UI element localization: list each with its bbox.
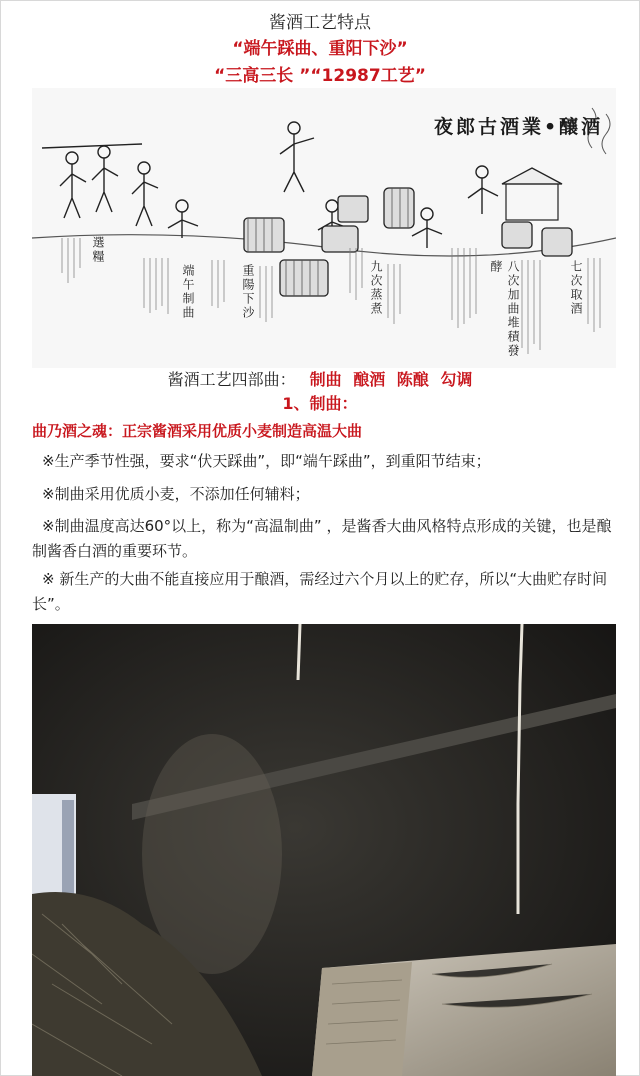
slogan-line-2: “三高三长 ”“12987工艺” [214, 66, 426, 86]
photo-drawing [32, 624, 616, 1076]
section-subheading: 曲乃酒之魂：正宗酱酒采用优质小麦制造高温大曲 [32, 422, 363, 440]
paragraph-storage: ※ 新生产的大曲不能直接应用于酿酒，需经过六个月以上的贮存，所以“大曲贮存时间长”。 [32, 570, 608, 613]
qu-storage-photo [32, 624, 616, 1076]
slogan-line-1: “端午踩曲、重阳下沙” [232, 39, 408, 59]
section-heading: 1、制曲： [282, 394, 358, 413]
mural-label-steam: 九次蒸煮 [369, 260, 383, 316]
paragraph-wheat: ※制曲采用优质小麦，不添加任何辅料； [42, 485, 310, 503]
mural-label-ferment: 八次加曲堆積發酵 [489, 260, 520, 358]
mural-label-take-liquor: 七次取酒 [569, 260, 583, 316]
four-parts-label: 酱酒工艺四部曲： [167, 370, 296, 389]
mural-label-select-grain: 選糧 [91, 236, 105, 264]
mural-label-make-qu: 端午制曲 [181, 264, 195, 320]
paragraph-season: ※生产季节性强，要求“伏天踩曲”，即“端午踩曲”，到重阳节结束； [42, 452, 491, 470]
mural-title: 夜郎古酒業•釀酒 [434, 116, 604, 138]
four-parts-line [0, 367, 640, 390]
mural-illustration [32, 88, 616, 368]
mural-label-xiasha: 重陽下沙 [241, 264, 255, 320]
page-title: 酱酒工艺特点 [269, 13, 371, 33]
four-parts-items: 制曲 酿酒 陈酿 勾调 [309, 370, 473, 389]
paragraph-temperature: ※制曲温度高达60°以上，称为“高温制曲” ，是酱香大曲风格特点形成的关键，也是酿制酱香白酒的重要环节。 [32, 517, 612, 560]
